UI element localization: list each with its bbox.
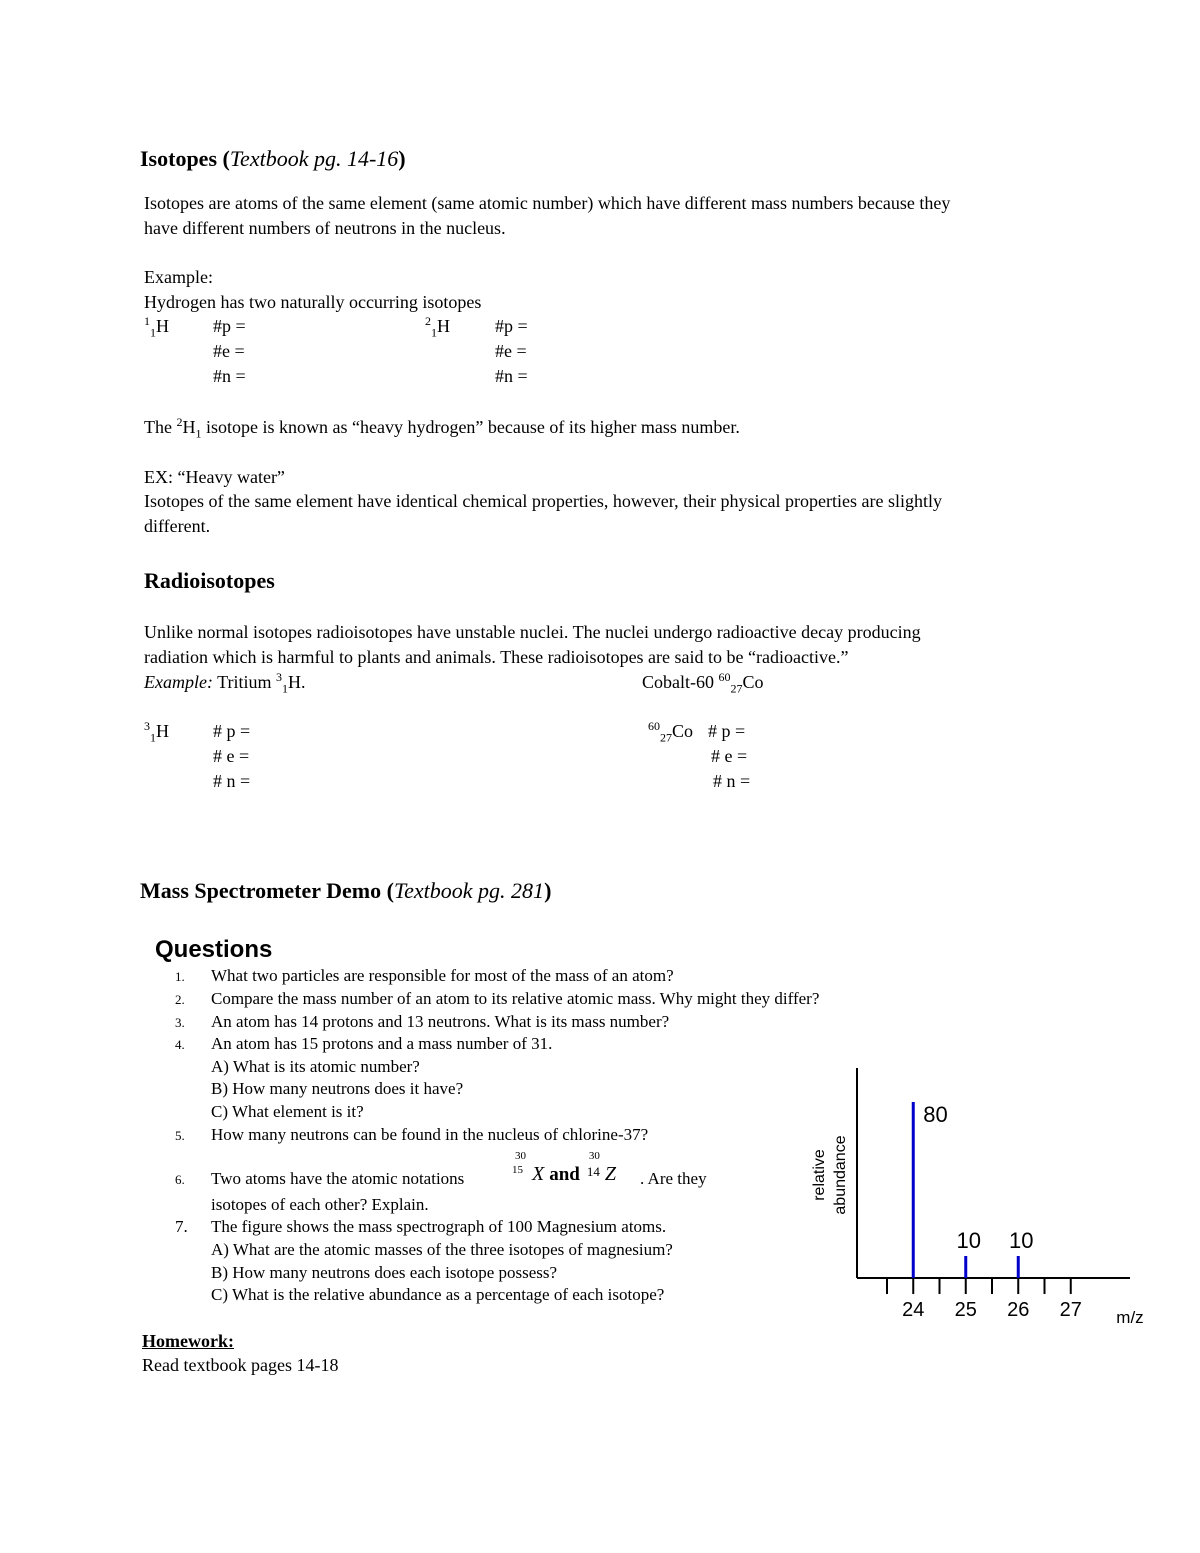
x-tick-label: 27	[1059, 1299, 1082, 1321]
q2-text: Compare the mass number of an atom to its relative atomic mass. Why might they differ?	[211, 989, 820, 1008]
question-4a: A) What is its atomic number?	[211, 1057, 420, 1076]
q1-number: 1.	[175, 969, 185, 984]
x-tick-label: 26	[1007, 1299, 1030, 1321]
radioisotopes-heading: Radioisotopes	[144, 568, 275, 593]
question-3	[175, 1011, 669, 1032]
h1-mass: 1	[144, 314, 150, 328]
isotopes-ref: Textbook pg. 14-16	[229, 146, 399, 171]
radio-example-label: Example:	[144, 672, 213, 692]
tritium-notation	[144, 720, 169, 743]
q1-text: What two particles are responsible for most of the mass of an atom?	[211, 966, 674, 985]
q5-number: 5.	[175, 1128, 185, 1143]
isotopes-title: Isotopes	[140, 146, 218, 171]
c-num: 27	[660, 730, 672, 745]
heavy-num: 1	[195, 426, 202, 441]
q7-text: The figure shows the mass spectrograph of 100 Magnesium atoms.	[211, 1217, 667, 1236]
radio-example-line	[144, 671, 306, 694]
hydrogen-1-notation	[144, 315, 169, 338]
q7-number: 7.	[175, 1217, 188, 1236]
heavy-water-example: EX: “Heavy water”	[144, 467, 285, 487]
c-mass: 60	[648, 719, 660, 733]
q2-number: 2.	[175, 992, 185, 1007]
question-6-line2: isotopes of each other? Explain.	[211, 1195, 429, 1214]
h2-mass: 2	[425, 314, 431, 328]
tritium-protons-label: # p =	[213, 721, 251, 741]
h2-sym: H	[437, 316, 450, 336]
q4-text: An atom has 15 protons and a mass number of 31.	[211, 1034, 553, 1053]
heavy-pre: The	[144, 417, 177, 437]
mass-spec-heading: Mass Spectrometer Demo (Textbook pg. 281)	[140, 878, 552, 903]
mass-spectrograph-chart	[790, 1060, 1160, 1340]
questions-heading: Questions	[155, 936, 273, 963]
cobalt-protons-label: # p =	[708, 721, 746, 741]
t-mass: 3	[144, 719, 150, 733]
question-2	[175, 988, 819, 1009]
y-axis-label-line1: relative	[811, 1149, 828, 1201]
h1-electrons-label: #e =	[213, 341, 245, 361]
heavy-post: isotope is known as “heavy hydrogen” because of its higher mass number.	[201, 417, 740, 437]
h1-sym: H	[156, 316, 169, 336]
question-1	[175, 965, 674, 986]
x-tick-label: 25	[954, 1299, 977, 1321]
t-sym: H	[156, 721, 169, 741]
q5-text: How many neutrons can be found in the nucleus of chlorine-37?	[211, 1125, 649, 1144]
question-6	[175, 1168, 464, 1189]
example-label: Example:	[144, 267, 213, 287]
tritium-pre: Tritium	[212, 672, 277, 692]
mass-spec-title: Mass Spectrometer Demo	[140, 878, 382, 903]
homework-heading: Homework:	[142, 1331, 234, 1351]
isotopes-definition-line1: Isotopes are atoms of the same element (same atomic number) which have different mass numbers because they	[144, 193, 951, 213]
hydrogen-2-notation	[425, 315, 450, 338]
question-7b: B) How many neutrons does each isotope possess?	[211, 1263, 558, 1282]
isotope-properties-line1: Isotopes of the same element have identical chemical properties, however, their physical properties are slightly	[144, 491, 942, 511]
h1-protons-label: #p =	[213, 316, 246, 336]
heavy-hydrogen-text	[144, 416, 740, 439]
cobalt-pre: Cobalt-60	[642, 672, 719, 692]
radioisotopes-line2: radiation which is harmful to plants and animals. These radioisotopes are said to be “radioactive.”	[144, 647, 849, 667]
c-sym: Co	[672, 721, 694, 741]
q6-z-num: 14	[586, 1164, 600, 1179]
q6-number: 6.	[175, 1172, 185, 1187]
radioisotopes-line1: Unlike normal isotopes radioisotopes have unstable nuclei. The nuclei undergo radioactive decay producing	[144, 622, 921, 642]
cobalt-neutrons-label: # n =	[713, 771, 751, 791]
tritium-neutrons-label: # n =	[213, 771, 251, 791]
q6-x-mass: 30	[515, 1150, 526, 1162]
question-5	[175, 1124, 648, 1145]
cobalt-mass: 60	[718, 670, 731, 684]
h2-protons-label: #p =	[495, 316, 528, 336]
q3-number: 3.	[175, 1015, 185, 1030]
example-text: Hydrogen has two naturally occurring isotopes	[144, 292, 482, 312]
q6-x-num: 15	[512, 1164, 523, 1176]
q4-number: 4.	[175, 1037, 185, 1052]
y-axis-label-line2: abundance	[832, 1135, 849, 1215]
q6-z-mass: 30	[588, 1150, 600, 1162]
h2-neutrons-label: #n =	[495, 366, 528, 386]
cobalt-sym: Co	[742, 672, 764, 692]
tritium-electrons-label: # e =	[213, 746, 250, 766]
h2-num: 1	[431, 325, 437, 340]
x-axis-label: m/z	[1116, 1308, 1144, 1327]
question-4	[175, 1033, 552, 1054]
isotope-properties-line2: different.	[144, 516, 211, 536]
q6-pre: Two atoms have the atomic notations	[211, 1169, 465, 1188]
cobalt-num: 27	[730, 681, 743, 696]
tritium-mass: 3	[276, 670, 283, 684]
q6-and: and	[549, 1164, 580, 1185]
cobalt-electrons-label: # e =	[711, 746, 748, 766]
question-7	[175, 1216, 666, 1237]
abundance-value-label: 10	[956, 1228, 981, 1253]
h1-neutrons-label: #n =	[213, 366, 246, 386]
t-num: 1	[150, 730, 156, 745]
h1-num: 1	[150, 325, 156, 340]
tritium-num: 1	[282, 681, 289, 696]
tritium-post: H.	[288, 672, 306, 692]
cobalt-notation	[648, 720, 693, 743]
q6-x-symbol: X	[532, 1163, 545, 1185]
h2-electrons-label: #e =	[495, 341, 527, 361]
homework-text: Read textbook pages 14-18	[142, 1355, 339, 1375]
q3-text: An atom has 14 protons and 13 neutrons. What is its mass number?	[211, 1012, 670, 1031]
heavy-sym: H	[182, 417, 196, 437]
q6-z-symbol: Z	[604, 1163, 616, 1185]
cobalt-example	[642, 671, 764, 694]
question-7c: C) What is the relative abundance as a percentage of each isotope?	[211, 1285, 665, 1304]
heavy-mass: 2	[176, 415, 183, 429]
q6-post: . Are they	[640, 1169, 707, 1188]
q6-notation	[512, 1150, 616, 1187]
isotopes-heading: Isotopes (Textbook pg. 14-16)	[140, 146, 406, 171]
isotopes-definition-line2: have different numbers of neutrons in the nucleus.	[144, 218, 506, 238]
mass-spec-ref: Textbook pg. 281	[393, 878, 545, 903]
abundance-value-label: 80	[923, 1102, 948, 1127]
question-7a: A) What are the atomic masses of the three isotopes of magnesium?	[211, 1240, 673, 1259]
question-4c: C) What element is it?	[211, 1102, 364, 1121]
question-4b: B) How many neutrons does it have?	[211, 1079, 464, 1098]
x-tick-label: 24	[902, 1299, 925, 1321]
abundance-value-label: 10	[1009, 1228, 1034, 1253]
